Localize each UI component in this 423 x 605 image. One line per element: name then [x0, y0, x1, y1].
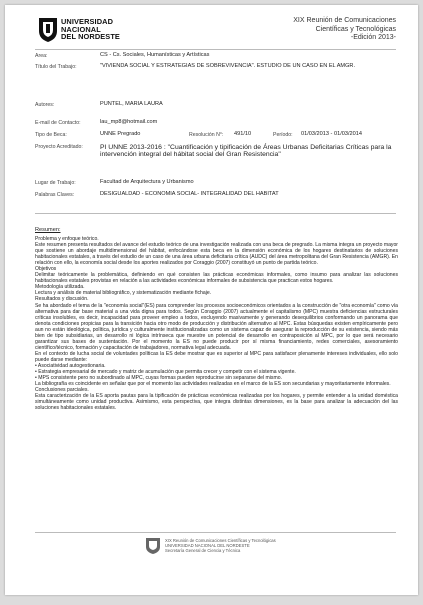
resumen-paragraph: Conclusiones parciales.	[35, 387, 89, 394]
footer-logo-icon	[145, 537, 161, 555]
resumen-paragraph: Delimitar teóricamente la problemática, definiendo en qué consisten las prácticas económicas informales, como insumo para analizar las soluciones habitacionales estatales provistas en relación a las actividades económicas informales de subsistencia que practican estos hogares.	[35, 272, 398, 285]
area-label: Area:	[35, 53, 48, 59]
titulo-value: "VIVIENDA SOCIAL Y ESTRATEGIAS DE SOBREVIVENCIA". ESTUDIO DE UN CASO EN EL AMGR.	[100, 63, 356, 69]
area-value: CS - Cs. Sociales, Humanísticas y Artísticas	[100, 52, 210, 58]
university-line-3: DEL NORDESTE	[61, 32, 120, 42]
resumen-body	[35, 236, 398, 411]
beca-label: Tipo de Beca:	[35, 132, 67, 138]
header-divider	[35, 49, 396, 50]
proyecto-value: PI UNNE 2013-2016 : "Cuantificación y tipificación de Áreas Urbanas Deficitarias Críticas para la intervención integral del hábitat social del Gran Resistencia"	[100, 144, 392, 159]
fields-divider	[35, 213, 396, 214]
resumen-paragraph: Resultados y discusión.	[35, 296, 89, 303]
palabras-value: DESIGUALDAD - ECONOMIA SOCIAL- INTEGRALIDAD DEL HABITAT	[100, 191, 279, 197]
resumen-paragraph: La bibliografía es coincidente en señalar que por el momento las actividades realizadas en el marco de la ES son secundarias y mayoritariamente informales.	[35, 381, 391, 388]
email-value: lau_mp8@hotmail.com	[100, 119, 158, 125]
resumen-title: Resumen:	[35, 227, 61, 233]
resumen-paragraph: Metodología utilizada.	[35, 284, 85, 291]
conference-line-3: -Edición 2013-	[350, 34, 396, 41]
footer-line-1: XIX Reunión de Comunicaciones Científicas y Tecnológicas	[165, 538, 276, 543]
resumen-paragraph: • Estrategia empresarial de mercado y matriz de acumulación que permita crecer y competir con el sistema vigente.	[35, 369, 296, 376]
university-name	[61, 18, 120, 41]
periodo-label: Período:	[273, 132, 293, 138]
resolucion-value: 491/10	[234, 131, 252, 137]
resumen-paragraph: Objetivos	[35, 266, 57, 273]
conference-line-1: XIX Reunión de Comunicaciones	[293, 17, 396, 24]
university-logo-icon	[37, 17, 59, 43]
beca-value: UNNE Pregrado	[100, 131, 141, 137]
autores-label: Autores:	[35, 102, 55, 108]
resumen-paragraph: Esta caracterización de la ES aporta pautas para la tipificación de prácticas económicas realizadas por los hogares, y permite entender a la unidad doméstica simultáneamente como unidad productiva. Asimismo, esta perspectiva, que integra distintas dimensiones, es la base para analizar la adecuación del las soluciones habitacionales estatales.	[35, 393, 398, 412]
titulo-label: Título del Trabajo:	[35, 64, 77, 70]
email-label: E-mail de Contacto:	[35, 120, 81, 126]
resumen-paragraph: Lectura y análisis de material bibliográfico, y sistematización mediante fichaje.	[35, 290, 212, 297]
resumen-paragraph: Problema y enfoque teórico.	[35, 236, 99, 242]
header	[5, 5, 418, 49]
footer-text	[165, 538, 276, 553]
proyecto-label: Proyecto Acreditado:	[35, 144, 83, 150]
lugar-label: Lugar de Trabajo:	[35, 180, 76, 186]
conference-title	[293, 17, 396, 43]
university-line-2: NACIONAL	[61, 24, 101, 34]
resumen-paragraph: Se ha abordado el tema de la "economía social"(ES) para comprender los procesos socioeconómicos orientados a la construcción de "otra economía" como vía alternativa para dar base material a una vida digna para todos. Según Coraggio (2007) actualmente el capitalismo (MPC) muestra deficiencias estructurales críticas insolubles, es decir, incapacidad para proveer empleo a todos, excluyendo masivamente y generando desequilibrios conformando un panorama que denota condiciones propicias para la transición hacia otro modo de producción y distribución alternativo al MPC. Estas búsquedas existen empíricamente pero aun no están ideológica, política, jurídica y culturalmente institucionalizadas como un sistema capaz de asegurar la reproducción de su existencia, siendo más bien de tipo subsidiarias, un desarrollo ni lógica intrínseca que muestre un potencial de desarrollo en contraposición al MPC, por lo que será necesario garantizar sus bases de sustentación. Por el momento la ES no puede producir por sí misma financiamiento, redes comerciales, asesoramiento científico/técnico, formación y capacitación de trabajadores, normativa legal adecuada.	[35, 302, 398, 351]
resumen-paragraph: • Asociatividad autogestionaria.	[35, 362, 106, 369]
periodo-value: 01/03/2013 - 01/03/2014	[301, 131, 362, 137]
lugar-value: Facultad de Arquitectura y Urbanismo	[100, 179, 194, 185]
university-line-1: UNIVERSIDAD	[61, 17, 114, 26]
palabras-label: Palabras Claves:	[35, 192, 75, 198]
footer-line-3: Secretaría General de Ciencia y Técnica	[165, 548, 241, 553]
footer-line-2: UNIVERSIDAD NACIONAL DEL NORDESTE	[165, 543, 250, 548]
autores-value: PUNTEL, MARIA LAURA	[100, 101, 163, 107]
resolucion-label: Resolución N°:	[189, 132, 224, 138]
resumen-paragraph: • MPS consistente pero no subordinado al MPC, cuyas formas pueden reproducirse sin separarse del mismo.	[35, 375, 282, 382]
resumen-paragraph: En el contexto de lucha social de voluntades políticas la ES debe mostrar que es superior al MPC para satisfacer plenamente intereses individuales, ello solo puede darse mediante:	[35, 350, 398, 363]
resumen-paragraph: Este resumen presenta resultados del avance del estudio teórico de una investigación realizada con una beca de pregrado. La misma integra un proyecto mayor que sostiene un abordaje multidimensional del hábitat, enfocándose esta beca en la dimensión económica de los hogares destinatarios de soluciones habitacionales estatales, a través del estudio de un caso de una área urbana deficitaria crítica (AUDC) del área metropolitana del Gran Resistencia (AMGR). En relación con ello, la economía social desde los aportes realizados por Coraggio (2007) constituyó un punto de partida teórico.	[35, 242, 398, 267]
footer-divider	[35, 532, 396, 533]
conference-line-2: Científicas y Tecnológicas	[315, 25, 396, 33]
document-page	[5, 5, 418, 595]
